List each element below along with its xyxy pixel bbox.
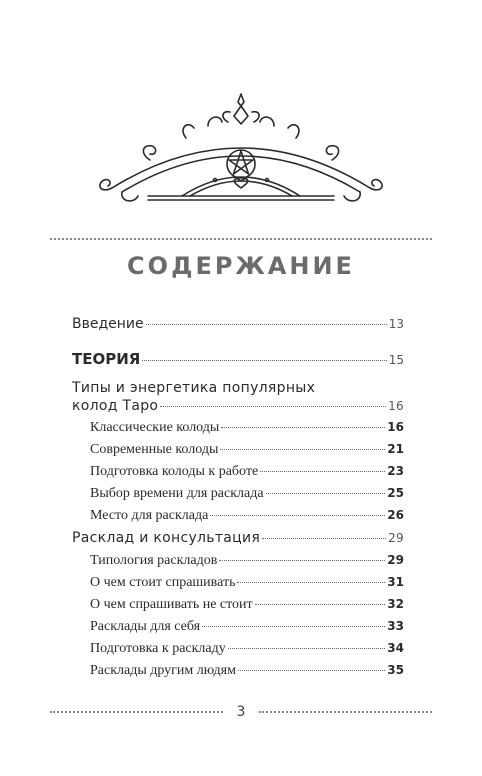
toc-entry-label: ТЕОРИЯ — [72, 350, 141, 368]
dot-leader — [266, 493, 386, 494]
toc-item-page: 29 — [387, 553, 404, 567]
toc-item[interactable] — [72, 641, 404, 657]
toc-entry-label: Расклад и консультация — [72, 530, 261, 546]
toc-item-label: Современные колоды — [90, 442, 219, 457]
dot-leader — [262, 538, 386, 539]
toc-item-label: Классические колоды — [90, 420, 220, 435]
toc-item-label: Место для расклада — [90, 508, 209, 523]
toc-entry-label: колод Таро — [72, 398, 159, 414]
toc-item[interactable] — [72, 597, 404, 613]
toc-item-label: Подготовка колоды к работе — [90, 464, 259, 479]
page-footer — [50, 704, 432, 720]
toc-item[interactable] — [72, 420, 404, 436]
page-number: 3 — [236, 704, 246, 720]
toc-item-label: О чем спрашивать не стоит — [90, 597, 253, 612]
toc-entry-page: 16 — [388, 399, 404, 413]
toc-item-label: Расклады другим людям — [90, 663, 236, 678]
toc-entry-part-theory[interactable] — [72, 350, 404, 368]
footer-dotted-divider-left — [50, 711, 223, 713]
dot-leader — [255, 604, 386, 605]
toc-item-label: Расклады для себя — [90, 619, 201, 634]
dot-leader — [160, 406, 386, 407]
toc-section-1[interactable] — [72, 398, 404, 414]
dot-leader — [220, 449, 385, 450]
toc-item-page: 16 — [387, 420, 404, 434]
toc-item-page: 21 — [387, 442, 404, 456]
toc-item-label: О чем стоит спрашивать — [90, 575, 236, 590]
top-dotted-divider — [50, 238, 432, 240]
toc-item-page: 23 — [387, 464, 404, 478]
toc-entry-page: 15 — [388, 353, 404, 367]
dot-leader — [142, 360, 386, 361]
toc-item-page: 31 — [387, 575, 404, 589]
page-title: СОДЕРЖАНИЕ — [127, 252, 355, 280]
dot-leader — [221, 427, 385, 428]
toc-entry-page: 29 — [388, 531, 404, 545]
toc-section-title-line[interactable]: Типы и энергетика популярных — [72, 380, 316, 396]
dot-leader — [219, 560, 385, 561]
toc-item-label: Выбор времени для расклада — [90, 486, 264, 501]
toc-item[interactable] — [72, 464, 404, 480]
dot-leader — [146, 324, 387, 325]
dot-leader — [202, 626, 385, 627]
toc-item-label: Подготовка к раскладу — [90, 641, 226, 656]
toc-item[interactable] — [72, 486, 404, 502]
toc-item[interactable] — [72, 508, 404, 524]
dot-leader — [210, 515, 385, 516]
toc-item[interactable] — [72, 663, 404, 679]
toc-item-page: 26 — [387, 508, 404, 522]
toc-item[interactable] — [72, 442, 404, 458]
dot-leader — [228, 648, 386, 649]
toc-item-page: 33 — [387, 619, 404, 633]
toc-item[interactable] — [72, 575, 404, 591]
toc-entry-label: Введение — [72, 316, 144, 332]
dot-leader — [237, 582, 385, 583]
toc-item-page: 32 — [387, 597, 404, 611]
pentagram-arch-ornament-icon — [90, 88, 392, 210]
toc-entry-intro[interactable] — [72, 316, 404, 332]
toc-item-label: Типология раскладов — [90, 553, 218, 568]
toc-item-page: 34 — [387, 641, 404, 655]
toc-item[interactable] — [72, 553, 404, 569]
toc-entry-page: 13 — [388, 317, 404, 331]
toc-section-2[interactable] — [72, 530, 404, 546]
dot-leader — [260, 471, 385, 472]
dot-leader — [238, 670, 385, 671]
toc-item[interactable] — [72, 619, 404, 635]
footer-dotted-divider-right — [259, 711, 432, 713]
toc-item-page: 35 — [387, 663, 404, 677]
toc-item-page: 25 — [387, 486, 404, 500]
